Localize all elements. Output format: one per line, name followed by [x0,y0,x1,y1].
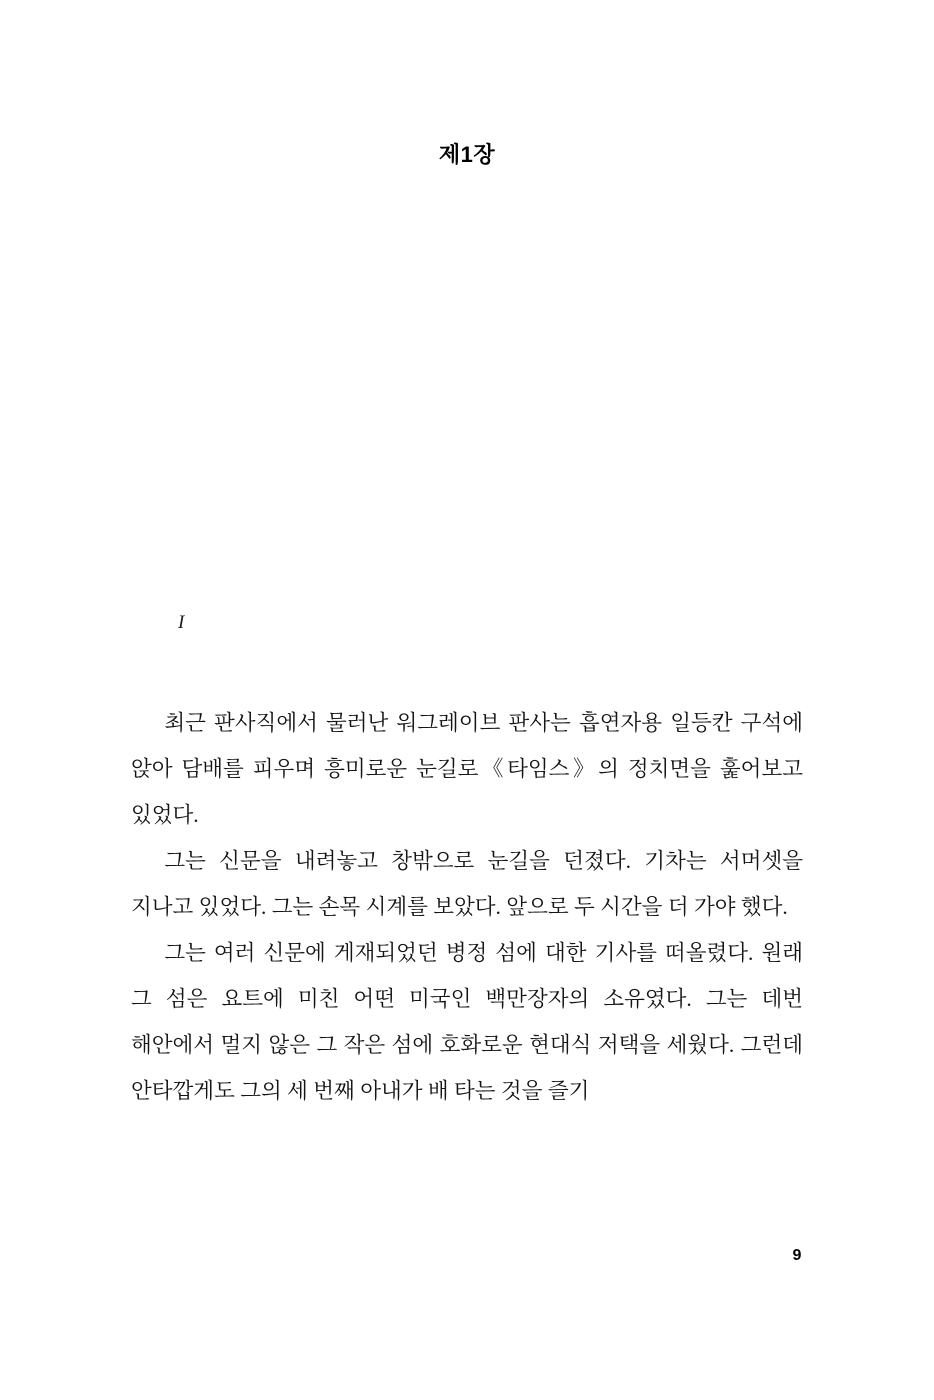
section-marker: I [178,612,185,633]
paragraph: 그는 여러 신문에 게재되었던 병정 섬에 대한 기사를 떠올렸다. 원래 그 섬은 요트에 미친 어떤 미국인 백만장자의 소유였다. 그는 데번 해안에서 멀지 않은 그 작은 섬에 호화로운 현대식 저택을 세웠다. 그런데 안타깝게도 그의 세 번째 아내가 배 타는 것을 즐기 [131,941,803,1103]
paragraph: 그는 신문을 내려놓고 창밖으로 눈길을 던졌다. 기차는 서머셋을 지나고 있었다. 그는 손목 시계를 보았다. 앞으로 두 시간을 더 가야 했다. [131,849,803,919]
page-number [0,1247,934,1265]
chapter-title: 제1장 [438,142,496,167]
page-number-value: 9 [792,1247,802,1264]
body-text [131,700,803,1114]
paragraph: 최근 판사직에서 물러난 워그레이브 판사는 흡연자용 일등칸 구석에 앉아 담배를 피우며 흥미로운 눈길로《타임스》의 정치면을 훑어보고 있었다. [131,711,803,827]
